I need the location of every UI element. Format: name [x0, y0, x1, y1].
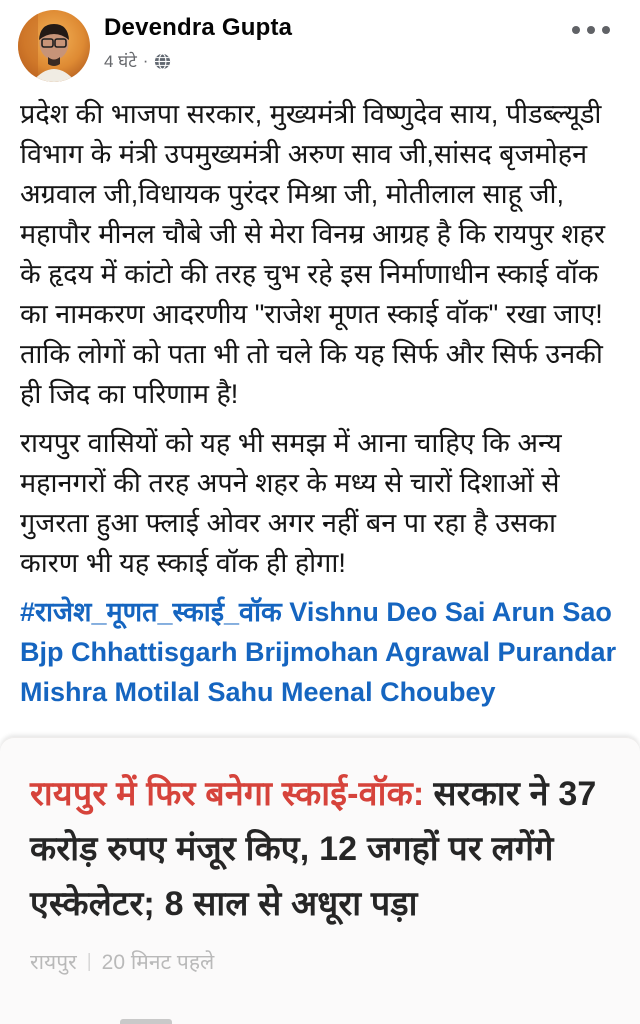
article-headline	[30, 767, 610, 932]
tagged-people-links[interactable]: Vishnu Deo Sai Arun Sao Bjp Chhattisgarh Brijmohan Agrawal Purandar Mishra Motilal Sahu Meenal Choubey	[20, 597, 617, 707]
post-tags-line	[20, 592, 620, 712]
post-text-paragraph-2: रायपुर वासियों को यह भी समझ में आना चाहिए कि अन्य महानगरों की तरह अपने शहर के मध्य से चारों दिशाओं से गुजरता हुआ फ्लाई ओवर अगर नहीं बन पा रहा है उसका कारण भी यह स्काई वॉक ही होगा!	[20, 428, 562, 578]
article-meta-separator: |	[86, 951, 92, 972]
three-dots-menu-icon	[572, 26, 580, 34]
post-header	[0, 0, 640, 88]
article-headline-highlight: रायपुर में फिर बनेगा स्काई-वॉक:	[30, 775, 425, 813]
article-image-edge	[120, 1019, 172, 1024]
post-body	[0, 88, 640, 721]
article-headline-rest: सरकार ने 37 करोड़ रुपए मंजूर किए, 12 जगहों पर लगेंगे एस्केलेटर; 8 साल से अधूरा पड़ा	[30, 775, 597, 923]
meta-separator: ·	[142, 50, 149, 70]
avatar-photo	[18, 10, 90, 82]
globe-privacy-icon	[154, 53, 171, 70]
article-meta	[30, 948, 610, 976]
post-timestamp[interactable]: 4 घंटे	[104, 52, 137, 71]
hashtag-link[interactable]: #राजेश_मूणत_स्काई_वॉक	[20, 597, 282, 627]
post-header-text	[104, 10, 292, 72]
post-text-paragraph-1: प्रदेश की भाजपा सरकार, मुख्यमंत्री विष्णुदेव साय, पीडब्ल्यूडी विभाग के मंत्री उपमुख्यमंत्री अरुण साव जी,सांसद बृजमोहन अग्रवाल जी,विधायक पुरंदर मिश्रा जी, मोतीलाल साहू जी, महापौर मीनल चौबे जी से मेरा विनम्र आग्रह है कि रायपुर शहर के हृदय में कांटो की तरह चुभ रहे इस निर्माणाधीन स्काई वॉक का नामकरण आदरणीय "राजेश मूणत स्काई वॉक" रखा जाए! ताकि लोगों को पता भी तो चले कि यह सिर्फ और सिर्फ उनकी ही जिद का परिणाम है!	[20, 99, 605, 409]
post-meta	[104, 49, 292, 72]
post-options-button[interactable]	[566, 20, 616, 40]
shared-article-card[interactable]	[0, 737, 640, 1024]
avatar[interactable]	[18, 10, 90, 82]
article-source: रायपुर	[30, 951, 77, 974]
author-name[interactable]: Devendra Gupta	[104, 14, 293, 41]
article-time: 20 मिनट पहले	[101, 951, 215, 974]
